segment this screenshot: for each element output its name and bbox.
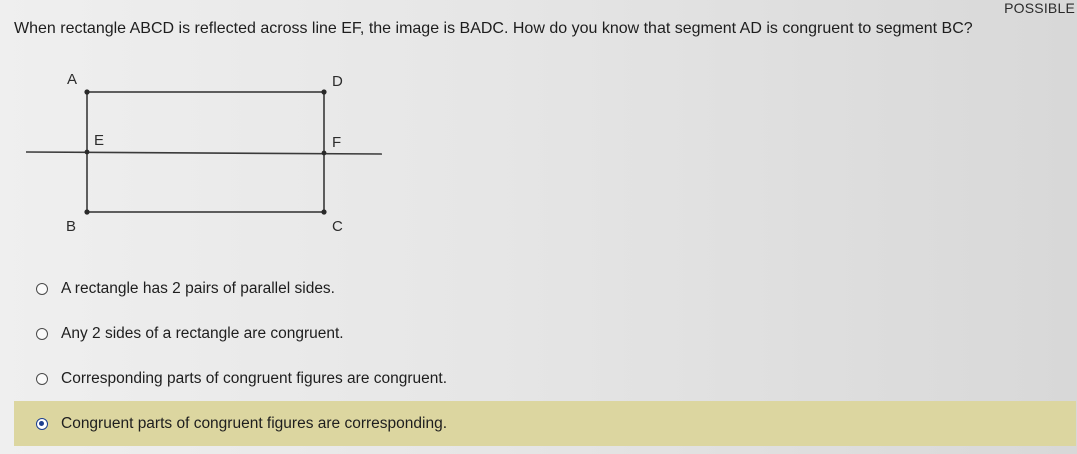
point-d bbox=[321, 89, 326, 94]
point-b bbox=[84, 209, 89, 214]
radio-button[interactable] bbox=[36, 373, 48, 385]
choice-cpcf-congruent[interactable] bbox=[0, 356, 1077, 401]
answer-choices bbox=[0, 266, 1077, 446]
question-text: When rectangle ABCD is reflected across line EF, the image is BADC. How do you know that segment AD is congruent to segment BC? bbox=[14, 20, 973, 37]
label-f: F bbox=[332, 134, 342, 151]
label-e: E bbox=[94, 132, 105, 149]
point-f bbox=[322, 151, 327, 156]
choice-any-two-sides[interactable] bbox=[0, 311, 1077, 356]
label-d: D bbox=[332, 73, 343, 90]
rectangle-figure bbox=[20, 60, 400, 245]
choice-label: Any 2 sides of a rectangle are congruent. bbox=[61, 324, 344, 342]
radio-button-selected[interactable] bbox=[36, 418, 48, 430]
radio-button[interactable] bbox=[36, 283, 48, 295]
choice-label: Corresponding parts of congruent figures are congruent. bbox=[61, 369, 448, 387]
choice-parallel-sides[interactable] bbox=[0, 266, 1077, 311]
label-b: B bbox=[66, 218, 77, 235]
rectangle-diagram bbox=[20, 60, 400, 245]
point-e bbox=[85, 150, 90, 155]
label-c: C bbox=[332, 218, 343, 235]
choice-label: Congruent parts of congruent figures are corresponding. bbox=[61, 414, 448, 432]
radio-button[interactable] bbox=[36, 328, 48, 340]
line-ef bbox=[26, 152, 382, 154]
point-a bbox=[84, 89, 89, 94]
choice-label: A rectangle has 2 pairs of parallel sides. bbox=[61, 279, 335, 297]
point-c bbox=[321, 209, 326, 214]
choice-congruent-corresponding[interactable] bbox=[14, 401, 1076, 446]
label-a: A bbox=[67, 71, 78, 88]
points-label: POSSIBLE bbox=[1004, 0, 1075, 16]
